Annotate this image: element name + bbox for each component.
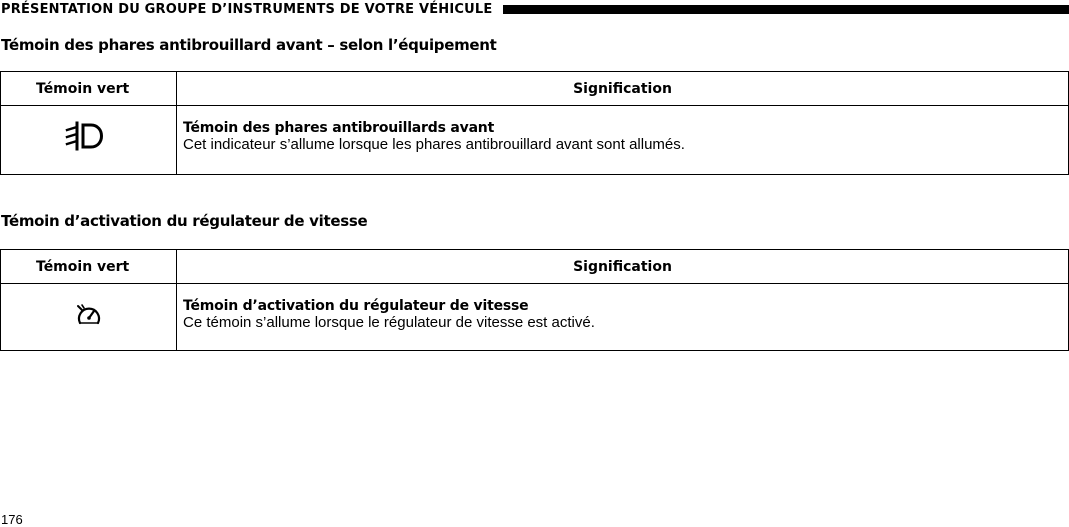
row-text: Cet indicateur s’allume lorsque les phares antibrouillard avant sont allumés. bbox=[183, 136, 1068, 154]
row-title: Témoin des phares antibrouillards avant bbox=[183, 120, 1068, 136]
description-cell bbox=[177, 106, 1069, 175]
table-row bbox=[1, 284, 1069, 351]
section-title-cruise-control: Témoin d’activation du régulateur de vitesse bbox=[1, 212, 367, 230]
table-header-row bbox=[1, 72, 1069, 106]
front-fog-light-icon bbox=[64, 143, 114, 160]
page-number: 176 bbox=[1, 512, 23, 527]
row-text: Ce témoin s’allume lorsque le régulateur de vitesse est activé. bbox=[183, 314, 1068, 332]
section-title-fog-lights: Témoin des phares antibrouillard avant – selon l’équipement bbox=[1, 36, 497, 54]
row-title: Témoin d’activation du régulateur de vitesse bbox=[183, 298, 1068, 314]
table-header-row bbox=[1, 250, 1069, 284]
column-header-indicator: Témoin vert bbox=[1, 72, 177, 106]
page-header bbox=[0, 0, 1069, 18]
icon-cell bbox=[1, 106, 177, 175]
icon-cell bbox=[1, 284, 177, 351]
column-header-meaning: Signification bbox=[177, 250, 1069, 284]
header-title: PRÉSENTATION DU GROUPE D’INSTRUMENTS DE VOTRE VÉHICULE bbox=[0, 2, 493, 17]
fog-lights-table bbox=[0, 71, 1069, 175]
cruise-control-table bbox=[0, 249, 1069, 351]
column-header-indicator: Témoin vert bbox=[1, 250, 177, 284]
description-cell bbox=[177, 284, 1069, 351]
cruise-control-icon bbox=[74, 315, 104, 332]
column-header-meaning: Signification bbox=[177, 72, 1069, 106]
header-rule bbox=[503, 5, 1069, 14]
table-row bbox=[1, 106, 1069, 175]
